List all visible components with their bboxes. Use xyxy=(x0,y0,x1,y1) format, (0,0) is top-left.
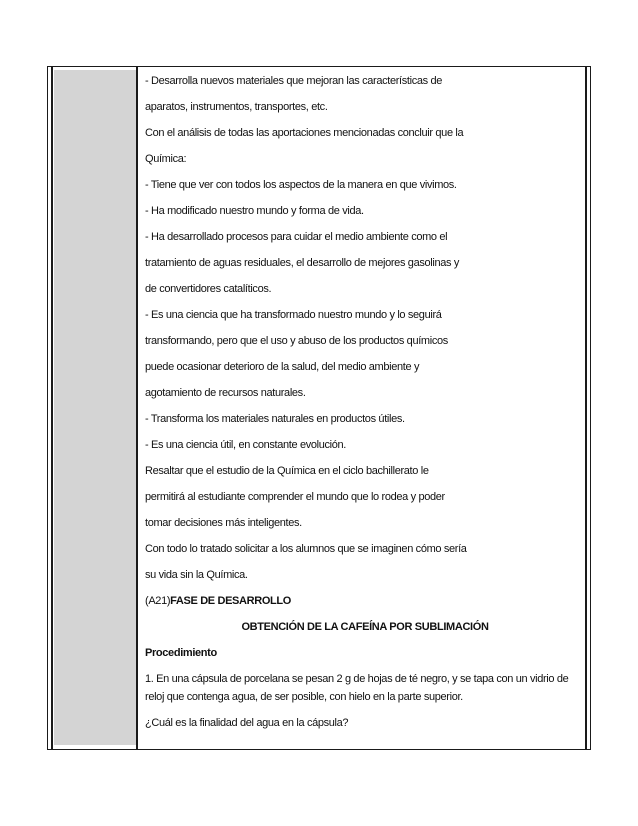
question-line: ¿Cuál es la finalidad del agua en la cápsula? xyxy=(145,717,349,729)
phase-heading xyxy=(145,594,291,608)
text-line: permitirá al estudiante comprender el mundo que lo rodea y poder xyxy=(145,491,445,503)
text-line: - Transforma los materiales naturales en productos útiles. xyxy=(145,413,405,425)
text-line: puede ocasionar deterioro de la salud, del medio ambiente y xyxy=(145,361,420,373)
text-line: - Ha desarrollado procesos para cuidar el medio ambiente como el xyxy=(145,231,448,243)
text-line: - Es una ciencia útil, en constante evolución. xyxy=(145,439,346,451)
table-right-rule xyxy=(585,67,587,749)
phase-title: FASE DE DESARROLLO xyxy=(170,595,291,607)
text-line: - Desarrolla nuevos materiales que mejoran las características de xyxy=(145,75,443,87)
text-line: de convertidores catalíticos. xyxy=(145,283,272,295)
text-line: tratamiento de aguas residuales, el desarrollo de mejores gasolinas y xyxy=(145,257,459,269)
document-table xyxy=(47,66,591,750)
text-line: - Es una ciencia que ha transformado nuestro mundo y lo seguirá xyxy=(145,309,442,321)
text-line: - Ha modificado nuestro mundo y forma de vida. xyxy=(145,205,364,217)
procedure-step-line: reloj que contenga agua, de ser posible, con hielo en la parte superior. xyxy=(145,691,463,703)
text-line: Con todo lo tratado solicitar a los alumnos que se imaginen cómo sería xyxy=(145,543,467,555)
text-line: Resaltar que el estudio de la Química en el ciclo bachillerato le xyxy=(145,465,429,477)
procedure-step-line: 1. En una cápsula de porcelana se pesan 2 g de hojas de té negro, y se tapa con un vidrio de xyxy=(145,673,569,685)
shaded-left-cell xyxy=(54,70,136,745)
table-column-divider xyxy=(136,67,138,749)
text-line: transformando, pero que el uso y abuso de los productos químicos xyxy=(145,335,448,347)
section-title: OBTENCIÓN DE LA CAFEÍNA POR SUBLIMACIÓN xyxy=(241,621,489,633)
procedure-heading: Procedimiento xyxy=(145,647,217,659)
text-line: agotamiento de recursos naturales. xyxy=(145,387,306,399)
text-line: aparatos, instrumentos, transportes, etc. xyxy=(145,101,328,113)
text-line: Química: xyxy=(145,153,187,165)
phase-code: (A21) xyxy=(145,595,171,607)
text-line: - Tiene que ver con todos los aspectos de la manera en que vivimos. xyxy=(145,179,457,191)
table-left-rule xyxy=(51,67,53,749)
text-line: tomar decisiones más inteligentes. xyxy=(145,517,302,529)
text-line: Con el análisis de todas las aportaciones mencionadas concluir que la xyxy=(145,127,464,139)
text-line: su vida sin la Química. xyxy=(145,569,248,581)
